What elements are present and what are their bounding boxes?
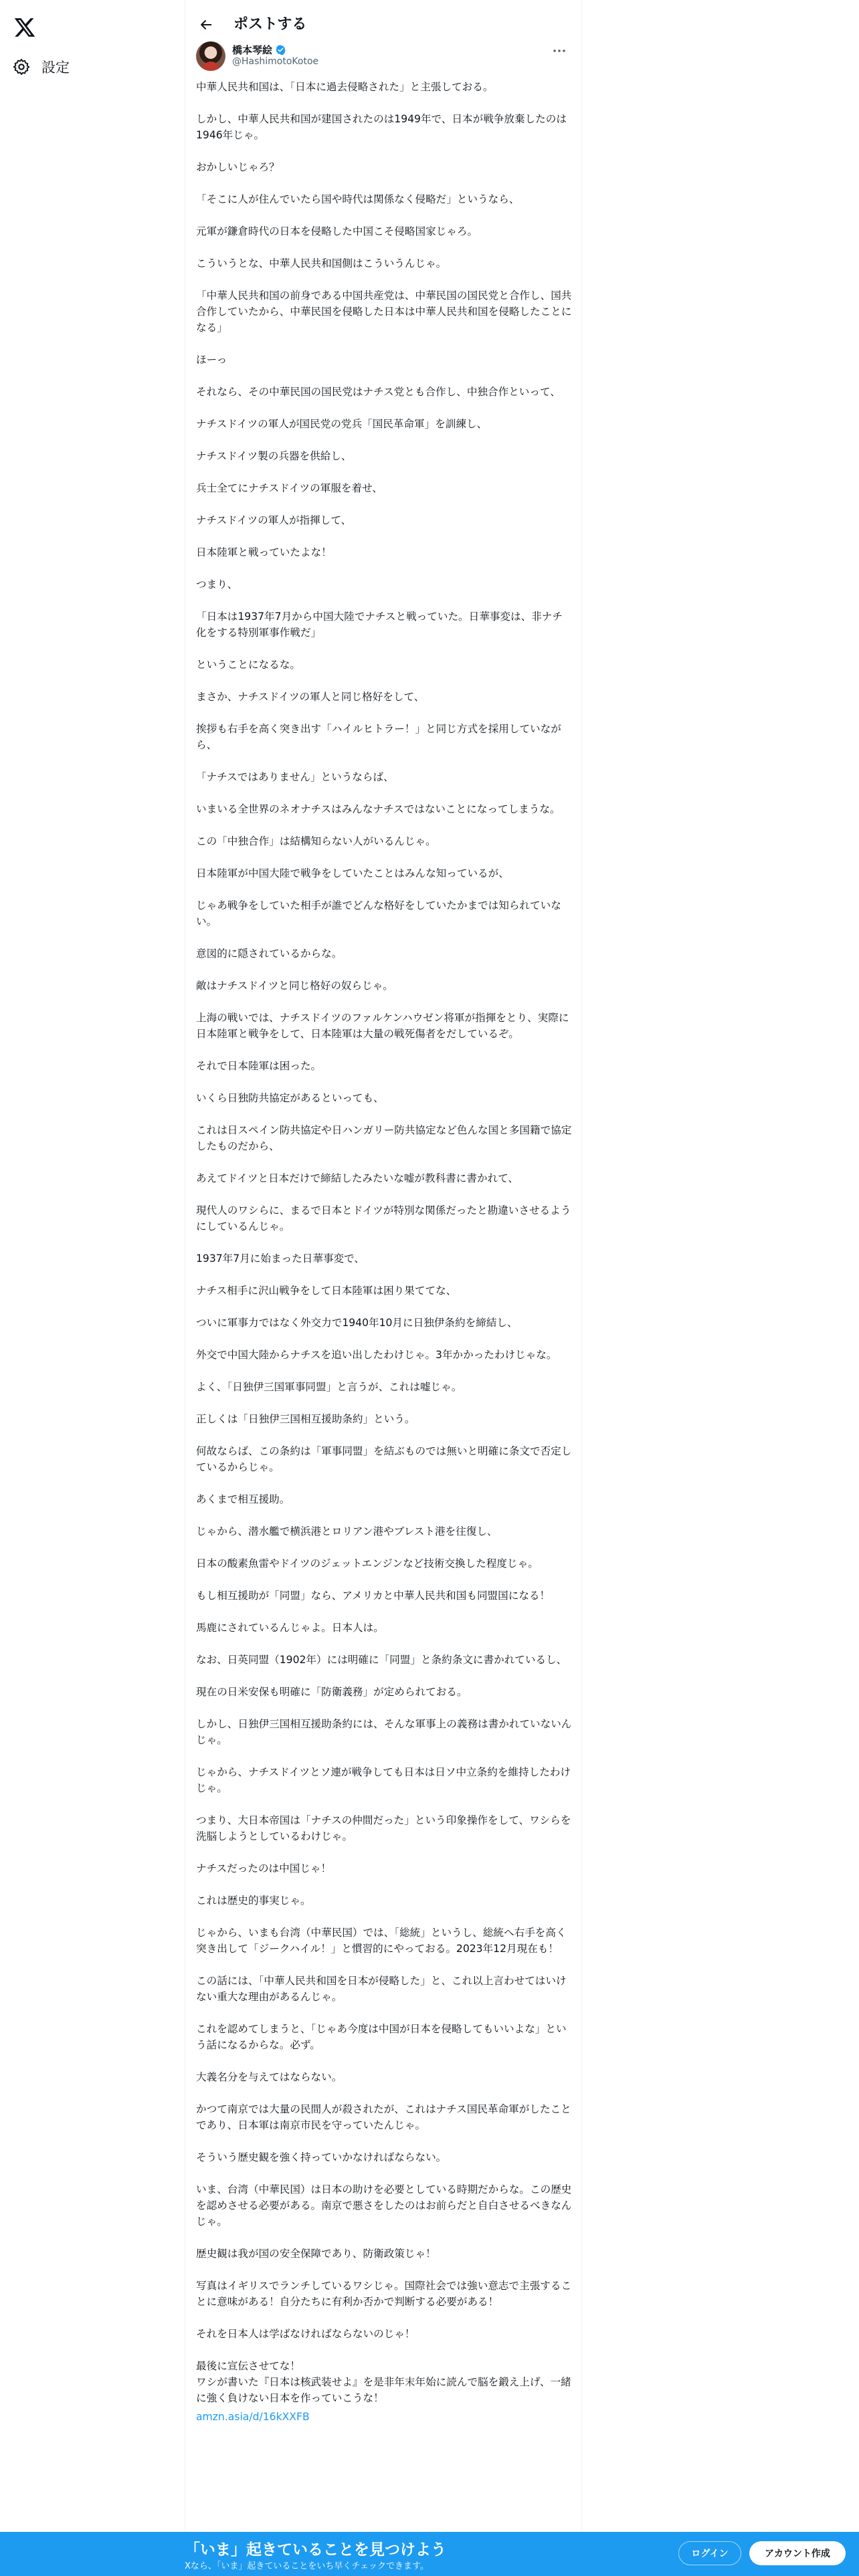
post-paragraph: 日本陸軍が中国大陸で戦争をしていたことはみんな知っているが、 — [196, 867, 509, 879]
signup-banner — [0, 2532, 859, 2576]
post-paragraph: ナチスドイツの軍人が国民党の党兵「国民革命軍」を訓練し、 — [196, 418, 488, 430]
banner-title: 「いま」起きていることを見つけよう — [185, 2541, 446, 2559]
post-paragraph: いま、台湾（中華民国）は日本の助けを必要としている時期だからな。この歴史を認めさせる必要がある。南京で悪さをしたのはお前らだと自白させるべきなんじゃ。 — [196, 2183, 572, 2228]
post-paragraph: この話には、「中華人民共和国を日本が侵略した」と、これ以上言わせてはいけない重大な理由があるんじゃ。 — [196, 1975, 567, 2003]
post-paragraph: ナチス相手に沢山戦争をして日本陸軍は困り果ててな、 — [196, 1285, 457, 1297]
post-paragraph: ナチスドイツの軍人が指揮して、 — [196, 514, 352, 526]
post-paragraph: いくら日独防共協定があるといっても、 — [196, 1092, 384, 1104]
post-paragraph: それを日本人は学ばなければならないのじゃ！ — [196, 2328, 415, 2340]
post-paragraph: なお、日英同盟（1902年）には明確に「同盟」と条約条文に書かれているし、 — [196, 1654, 567, 1666]
post-paragraph: あえてドイツと日本だけで締結したみたいな嘘が教科書に書かれて、 — [196, 1172, 519, 1184]
post-paragraph: かつて南京では大量の民間人が殺されたが、これはナチス国民革命軍がしたことであり、日本軍は南京市民を守っていたんじゃ。 — [196, 2103, 571, 2131]
post-paragraph: 最後に宣伝させてな！ ワシが書いた『日本は核武装せよ』を是非年末年始に読んで脳を鍛え上げ、一緒に強く負けない日本を作っていこうな！ — [196, 2360, 571, 2404]
post-paragraph: つまり、 — [196, 578, 238, 591]
post-paragraph: じゃから、ナチスドイツとソ連が戦争しても日本は日ソ中立条約を維持したわけじゃ。 — [196, 1766, 571, 1794]
create-account-button[interactable]: アカウント作成 — [749, 2541, 846, 2565]
post-text — [196, 79, 572, 2425]
post-paragraph: 中華人民共和国は、「日本に過去侵略された」と主張しておる。 — [196, 81, 494, 93]
post-paragraph: 馬鹿にされているんじゃよ。日本人は。 — [196, 1622, 384, 1634]
login-button[interactable]: ログイン — [678, 2541, 741, 2565]
post-paragraph: つまり、大日本帝国は「ナチスの仲間だった」という印象操作をして、ワシらを洗脳しようとしているわけじゃ。 — [196, 1814, 571, 1842]
post-paragraph: ナチスドイツ製の兵器を供給し、 — [196, 450, 352, 462]
post-paragraph: 現在の日米安保も明確に「防衛義務」が定められておる。 — [196, 1686, 468, 1698]
post-paragraph: 意図的に隠されているからな。 — [196, 948, 343, 960]
banner-subtitle: Xなら、「いま」起きていることをいち早くチェックできます。 — [185, 2561, 429, 2571]
post-paragraph: 歴史観は我が国の安全保障であり、防衛政策じゃ！ — [196, 2248, 436, 2260]
post-paragraph: ナチスだったのは中国じゃ！ — [196, 1862, 332, 1874]
post-paragraph: まさか、ナチスドイツの軍人と同じ格好をして、 — [196, 691, 425, 703]
post-paragraph: それで日本陸軍は困った。 — [196, 1060, 322, 1072]
post-paragraph: じゃから、いまも台湾（中華民国）では、「総統」というし、総統へ右手を高く突き出して「ジークハイル！」と慣習的にやっておる。2023年12月現在も！ — [196, 1927, 567, 1955]
arrow-left-icon — [199, 17, 213, 32]
post-paragraph: ほーっ — [196, 354, 227, 366]
post-paragraph: 挨拶も右手を高く突き出す「ハイルヒトラー！」と同じ方式を採用していながら、 — [196, 723, 561, 751]
post-paragraph: そういう歴史観を強く持っていかなければならない。 — [196, 2151, 447, 2163]
post-paragraph: しかし、中華人民共和国が建国されたのは1949年で、日本が戦争放棄したのは1946年じゃ。 — [196, 113, 567, 141]
post-paragraph: ということになるな。 — [196, 659, 300, 671]
post-paragraph: 日本の酸素魚雷やドイツのジェットエンジンなど技術交換した程度じゃ。 — [196, 1558, 539, 1570]
post-paragraph: この「中独合作」は結構知らない人がいるんじゃ。 — [196, 835, 436, 847]
post-author — [196, 41, 572, 75]
nav-settings-label: 設定 — [41, 60, 70, 76]
verified-badge-icon — [275, 44, 286, 56]
post-paragraph: これを認めてしまうと、「じゃあ今度は中国が日本を侵略してもいいよな」という話になるからな。必ず。 — [196, 2023, 567, 2051]
avatar[interactable] — [196, 41, 225, 71]
author-name: 橋本琴絵 — [232, 44, 273, 56]
post-paragraph: いまいる全世界のネオナチスはみんなナチスではないことになってしまうな。 — [196, 803, 561, 815]
left-nav — [0, 0, 185, 2576]
post-paragraph: もし相互援助が「同盟」なら、アメリカと中華人民共和国も同盟国になる！ — [196, 1590, 551, 1602]
author-handle[interactable]: @HashimotoKotoe — [232, 56, 319, 67]
page-title: ポストする — [233, 16, 307, 33]
post-paragraphs — [196, 79, 572, 2406]
more-options-icon[interactable] — [549, 43, 569, 59]
post-paragraph: 正しくは「日独伊三国相互援助条約」という。 — [196, 1413, 415, 1425]
post-paragraph: 「そこに人が住んでいたら国や時代は関係なく侵略だ」というなら、 — [196, 193, 520, 205]
post-paragraph: おかしいじゃろ？ — [196, 161, 280, 173]
post-paragraph: 写真はイギリスでランチしているワシじゃ。国際社会では強い意志で主張することに意味がある！自分たちに有利か否かで判断する必要がある！ — [196, 2280, 572, 2308]
post-paragraph: ついに軍事力ではなく外交力で1940年10月に日独伊条約を締結し、 — [196, 1317, 518, 1329]
post-paragraph: よく、「日独伊三国軍事同盟」と言うが、これは嘘じゃ。 — [196, 1381, 462, 1393]
post-paragraph: それなら、その中華民国の国民党はナチス党とも合作し、中独合作といって、 — [196, 386, 561, 398]
post-paragraph: しかし、日独伊三国相互援助条約には、そんな軍事上の義務は書かれていないんじゃ。 — [196, 1718, 572, 1746]
author-name-row[interactable] — [232, 43, 286, 57]
x-logo-icon[interactable] — [13, 16, 36, 39]
post-paragraph: あくまで相互援助。 — [196, 1493, 290, 1505]
post-paragraph: こういうとな、中華人民共和国側はこういうんじゃ。 — [196, 257, 447, 270]
post-paragraph: 兵士全てにナチスドイツの軍服を着せ、 — [196, 482, 383, 494]
post-paragraph: じゃから、潜水艦で横浜港とロリアン港やブレスト港を往復し、 — [196, 1525, 498, 1537]
post-paragraph: 何故ならば、この条約は「軍事同盟」を結ぶものでは無いと明確に条文で否定しているからじゃ。 — [196, 1445, 572, 1473]
post-paragraph: 敵はナチスドイツと同じ格好の奴らじゃ。 — [196, 980, 393, 992]
post-paragraph: これは歴史的事実じゃ。 — [196, 1895, 311, 1907]
nav-settings[interactable] — [12, 53, 70, 80]
post-link[interactable]: amzn.asia/d/16kXXFB — [196, 2411, 310, 2423]
main-column — [185, 0, 582, 2576]
post-paragraph: これは日スペイン防共協定や日ハンガリー防共協定など色んな国と多国籍で協定したものだから、 — [196, 1124, 572, 1152]
post-paragraph: 「日本は1937年7月から中国大陸でナチスと戦っていた。日華事変は、非ナチ化をする特別軍事作戦だ」 — [196, 611, 563, 639]
post-paragraph: 元軍が鎌倉時代の日本を侵略した中国こそ侵略国家じゃろ。 — [196, 225, 478, 237]
post-paragraph: 日本陸軍と戦っていたよな！ — [196, 546, 332, 558]
post-paragraph: 1937年7月に始まった日華事変で、 — [196, 1253, 365, 1265]
post-paragraph: 外交で中国大陸からナチスを追い出したわけじゃ。3年かかったわけじゃな。 — [196, 1349, 557, 1361]
back-button[interactable] — [195, 13, 217, 36]
post-paragraph: じゃあ戦争をしていた相手が誰でどんな格好をしていたかまでは知られていない。 — [196, 899, 561, 928]
gear-icon — [12, 58, 31, 76]
post-paragraph: 現代人のワシらに、まるで日本とドイツが特別な関係だったと勘違いさせるようにしているんじゃ。 — [196, 1204, 571, 1232]
post-paragraph: 「ナチスではありません」というならば、 — [196, 771, 394, 783]
post-paragraph: 「中華人民共和国の前身である中国共産党は、中華民国の国民党と合作し、国共合作していたから、中華民国を侵略した日本は中華人民共和国を侵略したことになる」 — [196, 290, 572, 334]
post-paragraph: 大義名分を与えてはならない。 — [196, 2071, 343, 2083]
post-paragraph: 上海の戦いでは、ナチスドイツのファルケンハウゼン将軍が指揮をとり、実際に日本陸軍と戦争をして、日本陸軍は大量の戦死傷者をだしているぞ。 — [196, 1012, 569, 1040]
